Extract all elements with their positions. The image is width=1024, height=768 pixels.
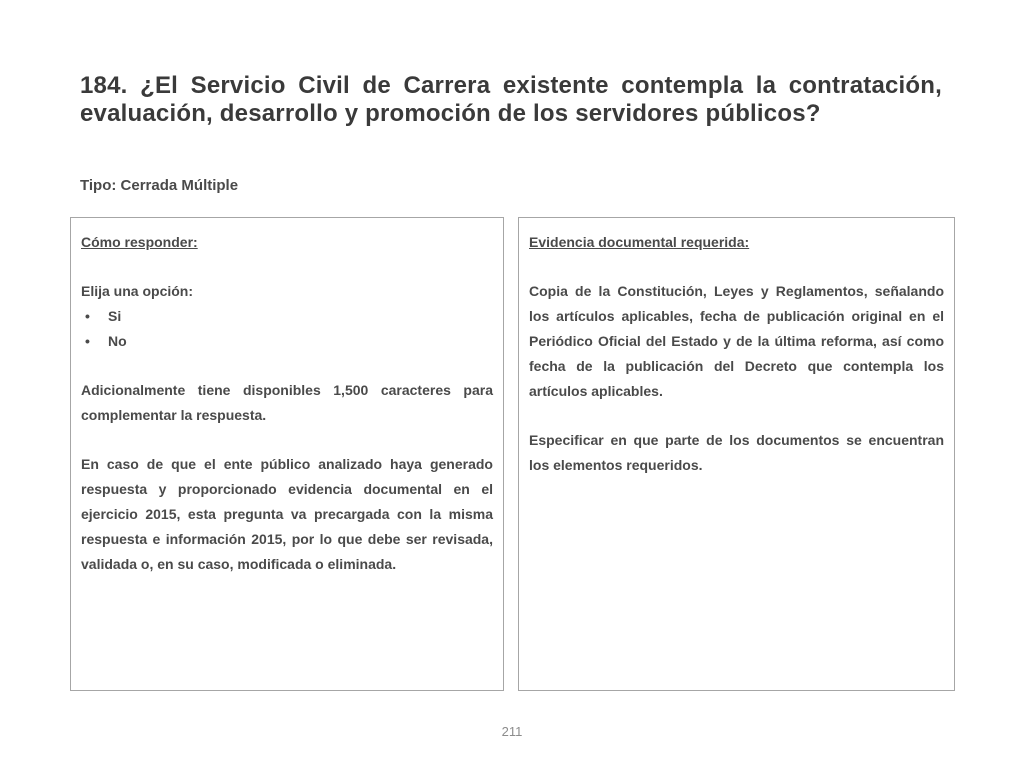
evidence-specify-note: Especificar en que parte de los documentos se encuentran los elementos requeridos. <box>529 432 944 473</box>
required-evidence-box <box>518 217 955 691</box>
evidence-description: Copia de la Constitución, Leyes y Reglamentos, señalando los artículos aplicables, fecha de publicación original en el Periódico Oficial del Estado y de la última reforma, así como fecha de la publicación del Decreto que contempla los artículos aplicables. <box>529 283 944 399</box>
page-number: 211 <box>501 724 523 739</box>
options-list <box>81 304 493 354</box>
how-to-answer-heading: Cómo responder: <box>81 234 198 250</box>
question-title: 184. ¿El Servicio Civil de Carrera existente contempla la contratación, evaluación, desarrollo y promoción de los servidores públicos? <box>80 72 942 127</box>
how-to-answer-box <box>70 217 504 691</box>
option-no: • No <box>81 329 493 354</box>
required-evidence-heading: Evidencia documental requerida: <box>529 234 750 250</box>
characters-note: Adicionalmente tiene disponibles 1,500 caracteres para complementar la respuesta. <box>81 382 493 423</box>
option-si: • Si <box>81 304 493 329</box>
question-type: Tipo: Cerrada Múltiple <box>80 177 239 194</box>
choose-option-text: Elija una opción: <box>81 283 194 299</box>
preload-note: En caso de que el ente público analizado haya generado respuesta y proporcionado evidencia documental en el ejercicio 2015, esta pregunta va precargada con la misma respuesta e información 2015, por lo que debe ser revisada, validada o, en su caso, modificada o eliminada. <box>81 456 493 572</box>
